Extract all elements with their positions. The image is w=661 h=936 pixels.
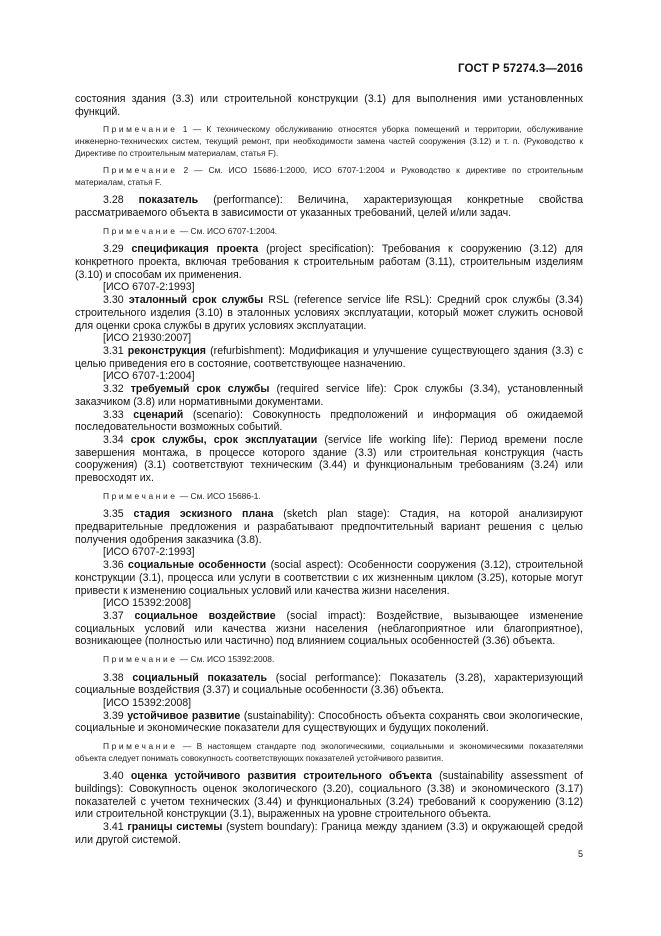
term-paragraph [75,710,583,735]
term-paragraph [75,409,583,434]
paragraph-text: 3.33 [103,408,134,421]
paragraph-text: 3.40 [103,770,131,783]
paragraph-text: [ИСО 6707-1:2004] [103,370,195,383]
paragraph-text: (refurbishment): Модификация и улучшение существующего здания (3.3) с целью приведения его в состояние, соответствующее назначению. [75,345,584,370]
paragraph-text: 3.38 [103,671,133,684]
paragraph-text: (sustainability assessment of buildings): Совокупность оценок экологического (3.20), социального (3.38) и экономического (3.17) показателей с учетом технических (3.44) и функциональных (3.24) требований к сооружению (3.12) или строительной конструкции (3.1), выраженных на уровне строительного объекта. [75,770,583,821]
document-header: ГОСТ Р 57274.3—2016 [458,63,583,75]
reference-line [75,546,583,559]
term-name: реконструкция [127,345,206,357]
note-paragraph [75,226,583,238]
paragraph-text: (system boundary): Граница между зданием (3.3) и окружающей средой или другой системой. [75,821,583,846]
note-paragraph [75,654,583,666]
term-paragraph [75,508,583,546]
term-name: показатель [138,194,199,207]
document-body [75,93,583,847]
page-number: 5 [577,849,583,859]
paragraph-text: (sketch plan stage): Стадия, на которой анализируют предварительные предложения и разрабатывают предпочтительный вариант решения с целью получения одобрения заказчика (3.8). [75,508,584,546]
paragraph-text: (sustainability): Способность объекта сохранять свои экологические, социальные и экономические показатели для существующих и будущих поколений. [75,709,583,735]
note-number: — [177,654,191,665]
note-text: В настоящем стандарте под экологическими, социальными и экономическими показателями объекта следует понимать совокупность соответствующих показателей устойчивого развития. [75,741,584,763]
note-label: Примечание [103,165,178,176]
term-paragraph [75,610,583,648]
term-paragraph [75,434,583,485]
term-name: границы системы [127,821,223,834]
note-label: Примечание [103,124,178,135]
paragraph-text: [ИСО 15392:2008] [103,597,192,610]
paragraph-text: 3.31 [103,345,128,357]
note-text: См. ИСО 15392:2008. [190,654,275,665]
paragraph-text: RSL (reference service life RSL): Средний срок службы (3.34) строительного изделия (3.10) в эталонных условиях эксплуатации, который может служить основой для оценки срока службы в других условиях эксплуатации. [75,294,583,332]
reference-line [75,281,583,294]
term-name: социальный показатель [132,671,268,684]
note-number: — [177,490,191,501]
reference-line [75,370,583,383]
term-paragraph [75,345,583,370]
paragraph-text: (social performance): Показатель (3.28), характеризующий социальные воздействия (3.37) и социальные особенности (3.36) объекта. [75,671,583,697]
paragraph-text: [ИСО 21930:2007] [103,332,192,345]
paragraph-text: (social impact): Воздействие, вызывающее изменение социальных условий или качества жизни населения (неблагоприятное или благоприятное), возникающее (полностью или частично) под влиянием социальных особенностей (3.36) объекта. [75,609,583,648]
term-paragraph [75,770,583,821]
note-text: См. ИСО 15686-1. [190,490,261,501]
paragraph-text: (performance): Величина, характеризующая конкретные свойства рассматриваемого объекта в зависимости от указанных требований, целей и/или задач. [75,194,583,220]
paragraph-text: 3.41 [103,821,128,834]
term-name: срок службы, срок эксплуатации [130,433,318,446]
term-name: стадия эскизного плана [133,508,274,521]
paragraph-text: (service life working life): Период времени после завершения монтажа, в процессе которого здание (3.3) или строительная конструкция (часть сооружения) (3.1) соответствуют техническим (3.44) и функциональным требованиям (3.24) или превосходят их. [75,433,583,485]
paragraph-text: 3.37 [103,609,135,622]
reference-line [75,597,583,610]
paragraph-text: 3.29 [103,243,132,256]
term-paragraph [75,559,583,597]
term-name: социальные особенности [128,559,267,572]
term-paragraph [75,383,583,408]
paragraph-text: [ИСО 6707-2:1993] [103,546,195,559]
paragraph-text: (required service life): Срок службы (3.34), установленный заказчиком (3.8) или нормативными документами. [75,383,584,408]
note-label: Примечание [103,654,178,665]
term-paragraph [75,243,583,281]
term-name: устойчивое развитие [127,709,241,722]
note-number: 1 — [177,124,207,135]
term-name: социальное воздействие [134,609,276,622]
note-text: К техническому обслуживанию относятся уборка помещений и территории, обслуживание инженерно-технических систем, текущий ремонт, при необходимости замена частей сооружения (3.12) и т. п. (Руководство к Директиве по строительным материалам, статья F). [75,124,583,158]
term-name: оценка устойчивого развития строительного объекта [130,770,432,783]
note-paragraph [75,491,583,503]
paragraph-text: 3.39 [103,709,128,722]
note-paragraph [75,124,583,159]
term-name: сценарий [133,408,184,421]
term-paragraph [75,93,583,118]
note-paragraph [75,165,583,188]
term-paragraph [75,294,583,332]
note-label: Примечание [103,741,178,752]
paragraph-text: 3.36 [103,559,129,572]
reference-line [75,697,583,710]
note-text: См. ИСО 6707-1:2004. [190,225,278,236]
paragraph-text: [ИСО 15392:2008] [103,697,192,710]
paragraph-text: [ИСО 6707-2:1993] [103,281,195,294]
paragraph-text: 3.28 [103,194,139,207]
paragraph-text: (social aspect): Особенности сооружения (3.12), строительной конструкции (3.1), процесса или услуги в соответствии с их жизненным циклом (3.25), которые могут привести к изменению социальных условий или качества жизни населения. [75,559,584,597]
paragraph-text: 3.35 [103,508,134,521]
term-paragraph [75,821,583,846]
paragraph-text: 3.32 [103,383,131,396]
note-number: 2 — [177,165,209,176]
term-paragraph [75,194,583,219]
paragraph-text: (project specification): Требования к сооружению (3.12) для конкретного проекта, включая требования к строительным работам (3.11), строительным изделиям (3.10) и способам их применения. [75,243,584,281]
note-number: — [177,225,191,236]
term-name: эталонный срок службы [128,294,264,307]
reference-line [75,332,583,345]
paragraph-text: 3.34 [103,433,131,446]
note-paragraph [75,741,583,764]
paragraph-text: (scenario): Совокупность предположений и информация об ожидаемой последовательности возможных событий. [75,408,584,434]
paragraph-text: 3.30 [103,294,129,307]
term-name: требуемый срок службы [130,383,270,396]
note-number: — [177,741,197,752]
note-label: Примечание [103,225,178,236]
term-name: спецификация проекта [131,243,259,256]
note-text: См. ИСО 15686-1:2000, ИСО 6707-1:2004 и Руководство к директиве по строительным материалам, статья F. [75,165,584,187]
paragraph-text: состояния здания (3.3) или строительной конструкции (3.1) для выполнения ими установленных функций. [75,93,583,118]
term-paragraph [75,672,583,697]
note-label: Примечание [103,490,178,501]
